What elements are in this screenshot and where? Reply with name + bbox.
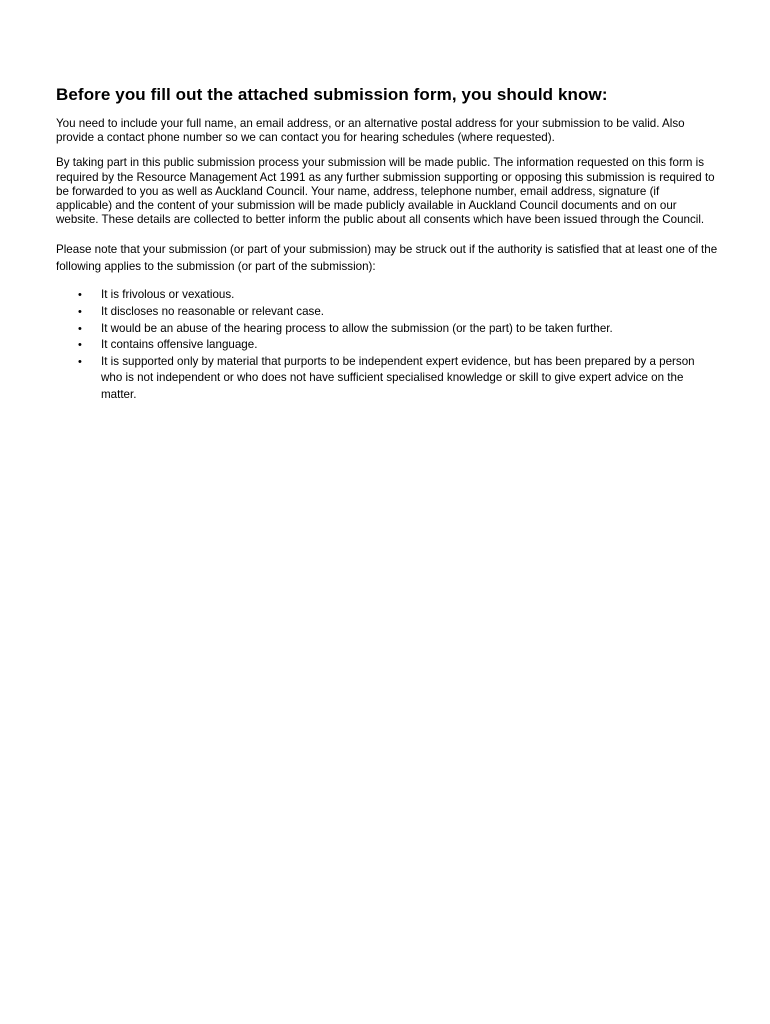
bullet-icon: •: [78, 322, 82, 335]
list-item: [56, 337, 718, 354]
list-item-text: It discloses no reasonable or relevant case.: [101, 305, 324, 319]
strike-out-criteria-list: [56, 287, 718, 403]
list-item: [56, 321, 718, 338]
document-page: [56, 84, 718, 404]
list-item: [56, 354, 718, 404]
list-item-text: It is frivolous or vexatious.: [101, 288, 235, 302]
page-title: Before you fill out the attached submission form, you should know:: [56, 85, 608, 104]
bullet-icon: •: [78, 289, 82, 302]
contact-requirements-paragraph: You need to include your full name, an email address, or an alternative postal address for your submission to be valid. Also provide a contact phone number so we can contact you for hearing schedules (where requested).: [56, 117, 685, 145]
list-item-text: It contains offensive language.: [101, 338, 258, 352]
privacy-notice-paragraph: By taking part in this public submission process your submission will be made public. The information requested on this form is required by the Resource Management Act 1991 as any further submission supporting or opposing this submission is required to be forwarded to you as well as Auckland Council. Your name, address, telephone number, email address, signature (if applicable) and the content of your submission will be made publicly available in Auckland Council documents and on our website. These details are collected to better inform the public about all consents which have been issued through the Council.: [56, 156, 715, 227]
bullet-icon: •: [78, 306, 82, 319]
list-item-text: It is supported only by material that purports to be independent expert evidence, but has been prepared by a person who is not independent or who does not have sufficient specialised knowledge or skill to give expert advice on the matter.: [101, 354, 695, 401]
strike-out-notice-paragraph: Please note that your submission (or part of your submission) may be struck out if the authority is satisfied that at least one of the following applies to the submission (or part of the submission):: [56, 243, 718, 274]
list-item: [56, 304, 718, 321]
bullet-icon: •: [78, 355, 82, 368]
bullet-icon: •: [78, 339, 82, 352]
list-item: [56, 287, 718, 304]
list-item-text: It would be an abuse of the hearing process to allow the submission (or the part) to be taken further.: [101, 321, 613, 335]
